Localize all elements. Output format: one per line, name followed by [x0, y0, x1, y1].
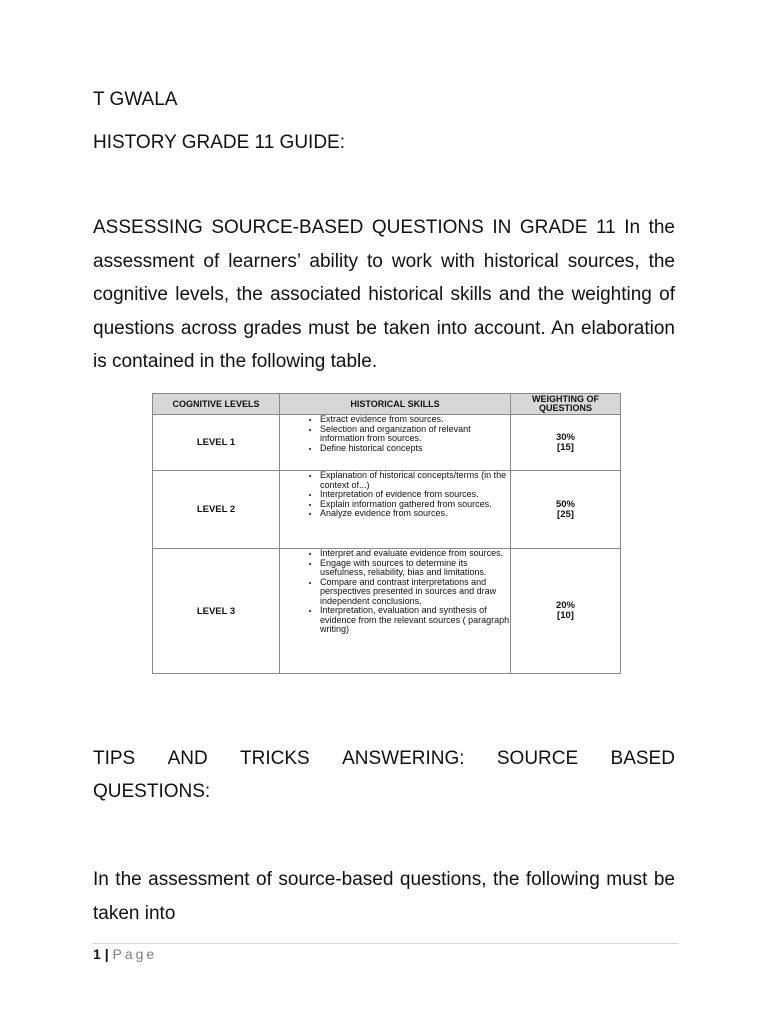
- level-cell: LEVEL 1: [153, 415, 280, 471]
- skill-item: • Extract evidence from sources.: [320, 415, 510, 425]
- page-label: Page: [112, 946, 158, 962]
- skill-item: • Explanation of historical concepts/terms (in the context of...): [320, 471, 510, 490]
- skills-list: [280, 471, 510, 519]
- tips-word: BASED: [610, 748, 675, 769]
- table-row-level-2: [153, 471, 621, 549]
- skill-item: • Interpretation, evaluation and synthesis of evidence from the relevant sources ( paragraph writing): [320, 606, 510, 635]
- weighting-percent: 50%: [555, 498, 575, 510]
- table-row-level-3: [153, 549, 621, 674]
- page-footer: [93, 946, 157, 962]
- footer-separator: |: [104, 946, 109, 962]
- weighting-marks: [25]: [557, 508, 574, 520]
- weighting-marks: [10]: [557, 610, 574, 621]
- skills-cell: [280, 415, 511, 471]
- skill-item: • Define historical concepts: [320, 444, 510, 454]
- skills-cell: [280, 549, 511, 674]
- skill-item: • Explain information gathered from sources.: [320, 500, 510, 510]
- skills-cell: [280, 471, 511, 549]
- level-cell: LEVEL 2: [153, 471, 280, 549]
- tips-word: TIPS: [93, 748, 136, 769]
- skills-list: [280, 415, 510, 453]
- skill-item: • Selection and organization of relevant information from sources.: [320, 425, 510, 444]
- level-cell: LEVEL 3: [153, 549, 280, 674]
- header-cognitive-levels: COGNITIVE LEVELS: [153, 394, 280, 415]
- tips-word: ANSWERING:: [342, 748, 465, 769]
- table-header-row: [153, 394, 621, 415]
- tips-word-last: QUESTIONS:: [93, 781, 211, 802]
- tips-heading-line: [93, 742, 675, 775]
- header-weighting: WEIGHTING OF QUESTIONS: [511, 394, 621, 415]
- weighting-cell: [511, 471, 621, 549]
- author-name: T GWALA: [93, 89, 178, 110]
- skill-item: • Analyze evidence from sources.: [320, 509, 510, 519]
- tips-word: SOURCE: [496, 748, 579, 769]
- table-row-level-1: [153, 415, 621, 471]
- tips-heading: [93, 742, 675, 808]
- skill-item: • Compare and contrast interpretations and perspectives presented in sources and draw independent conclusions.: [320, 578, 510, 607]
- weighting-cell: [511, 415, 621, 471]
- weighting-percent: 20%: [555, 600, 575, 611]
- skill-item: • Interpretation of evidence from sources.: [320, 490, 510, 500]
- intro-paragraph: ASSESSING SOURCE-BASED QUESTIONS IN GRADE 11 In the assessment of learners’ ability to work with historical sources, the cognitive levels, the associated historical skills and the weighting of questions across grades must be taken into account. An elaboration is contained in the following table.: [93, 217, 675, 372]
- skills-list: [280, 549, 510, 635]
- skill-item: • Interpret and evaluate evidence from sources.: [320, 549, 510, 559]
- weighting-cell: [511, 549, 621, 674]
- footer-divider: [93, 943, 678, 944]
- skill-item: • Engage with sources to determine its usefulness, reliability, bias and limitations.: [320, 559, 510, 578]
- weighting-marks: [15]: [557, 441, 574, 453]
- guide-title: HISTORY GRADE 11 GUIDE:: [93, 132, 346, 153]
- closing-paragraph: In the assessment of source-based questions, the following must be taken into: [93, 869, 675, 924]
- page-number: 1: [93, 946, 101, 962]
- weighting-percent: 30%: [555, 431, 575, 443]
- tips-word: AND: [167, 748, 208, 769]
- cognitive-levels-table: [152, 393, 621, 674]
- header-historical-skills: HISTORICAL SKILLS: [280, 394, 511, 415]
- tips-word: TRICKS: [240, 748, 310, 769]
